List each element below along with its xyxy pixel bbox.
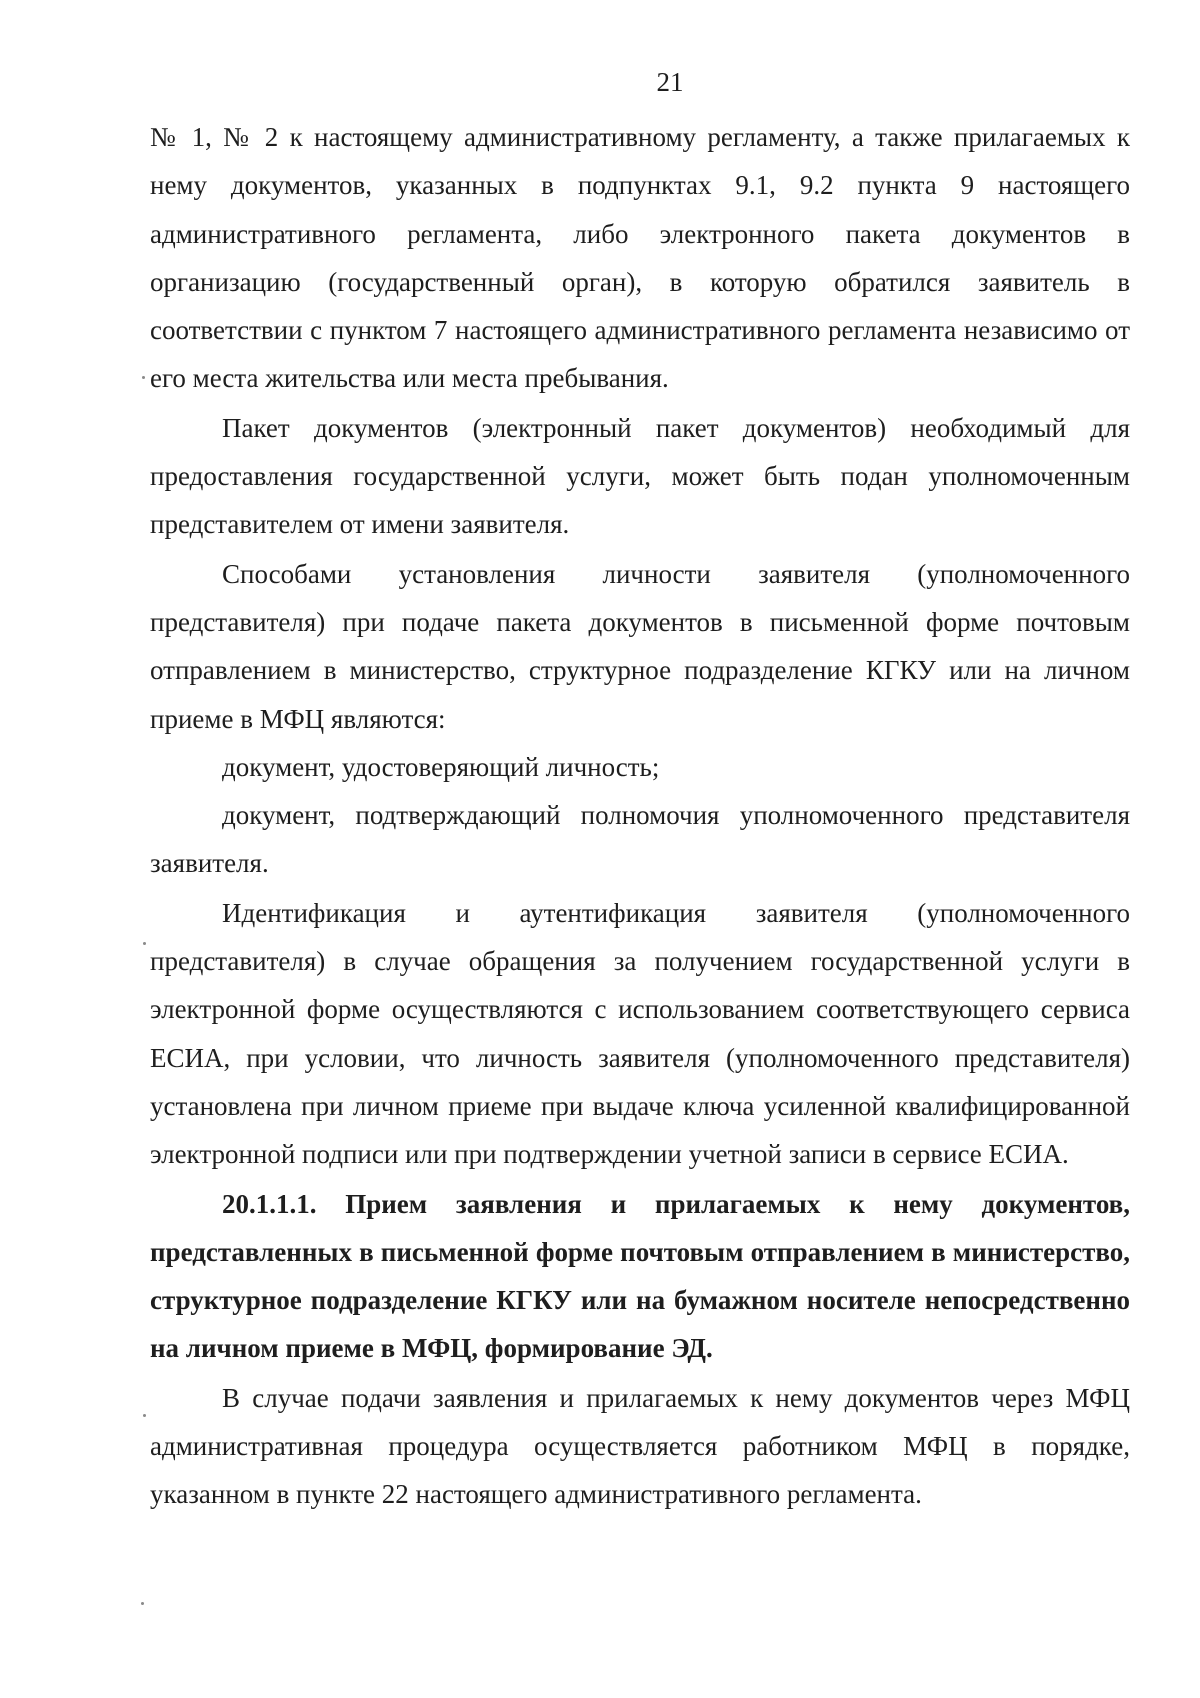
paragraph-mfc-procedure [150,1374,1130,1519]
paragraph-package [150,404,1130,549]
line: административная процедура осуществляется работником МФЦ в порядке, [150,1431,1130,1462]
line: министерство, структурное подразделение КГКУ или на бумажном [150,1236,1130,1316]
list-item-authority-document [150,791,1130,888]
line: представителя заявителя. [150,800,1130,879]
scan-speck [143,1414,146,1417]
scan-speck [142,376,145,379]
line: № 1, № 2 к настоящему административному регламенту, а также прилагаемых [150,122,1106,152]
scan-speck [141,1602,144,1605]
scan-speck [143,942,146,945]
line: предоставления государственной услуги, может быть подан уполномоченным [150,461,1130,492]
paragraph-identification-methods [150,550,1130,743]
line: документ, удостоверяющий личность; [222,751,660,782]
line: записи в сервисе ЕСИА. [788,1139,1069,1170]
line: сервиса ЕСИА, при условии, что личность заявителя (уполномоченного [150,994,1130,1073]
page-number: 21 [656,67,684,97]
line: в организацию (государственный орган), в которую обратился заявитель [150,218,1131,297]
line: к нему документов, указанных в подпунктах 9.1, 9.2 пункта 9 настоящего [150,122,1130,201]
line: отправлением в министерство, структурное подразделение КГКУ или на [150,655,1031,686]
document-body [150,113,1130,1519]
line: представленных в письменной форме почтовым отправлением в [150,1236,946,1267]
line: независимо от его места жительства или места пребывания. [150,315,1131,394]
paragraph-continuation [150,113,1130,403]
line: представителя) при подаче пакета документов в письменной форме почтовым [150,606,1130,637]
line: административного регламента, либо электронного пакета документов [150,218,1087,249]
line: личном приеме в МФЦ являются: [150,655,1130,734]
line: В случае подачи заявления и прилагаемых к нему документов через МФЦ [222,1382,1130,1413]
line: электронной форме осуществляются с использованием соответствующего [150,994,1030,1025]
list-item-id-document [150,743,1130,791]
line: Идентификация и аутентификация заявителя (уполномоченного [222,897,1130,928]
paragraph-authentication [150,889,1130,1179]
line: указанном в пункте 22 настоящего административного регламента. [150,1479,922,1510]
line: Способами установления личности заявителя (уполномоченного [222,558,1130,589]
line: Пакет документов (электронный пакет документов) необходимый для [222,412,1130,443]
section-heading-20-1-1-1 [150,1180,1130,1373]
line: квалифицированной электронной подписи или при подтверждении учетной [150,1090,1131,1170]
line: в соответствии с пунктом 7 настоящего административного регламента [150,266,1130,346]
line: представителя) установлена при личном приеме при выдаче ключа усиленной [150,1042,1130,1121]
line: представителя) в случае обращения за получением государственной услуги в [150,946,1130,977]
line: носителе непосредственно на личном приеме в МФЦ, формирование ЭД. [150,1285,1131,1364]
line: представителем от имени заявителя. [150,509,570,540]
line: документ, подтверждающий полномочия уполномоченного [222,800,944,831]
line: 20.1.1.1. Прием заявления и прилагаемых к нему документов, [222,1188,1130,1219]
